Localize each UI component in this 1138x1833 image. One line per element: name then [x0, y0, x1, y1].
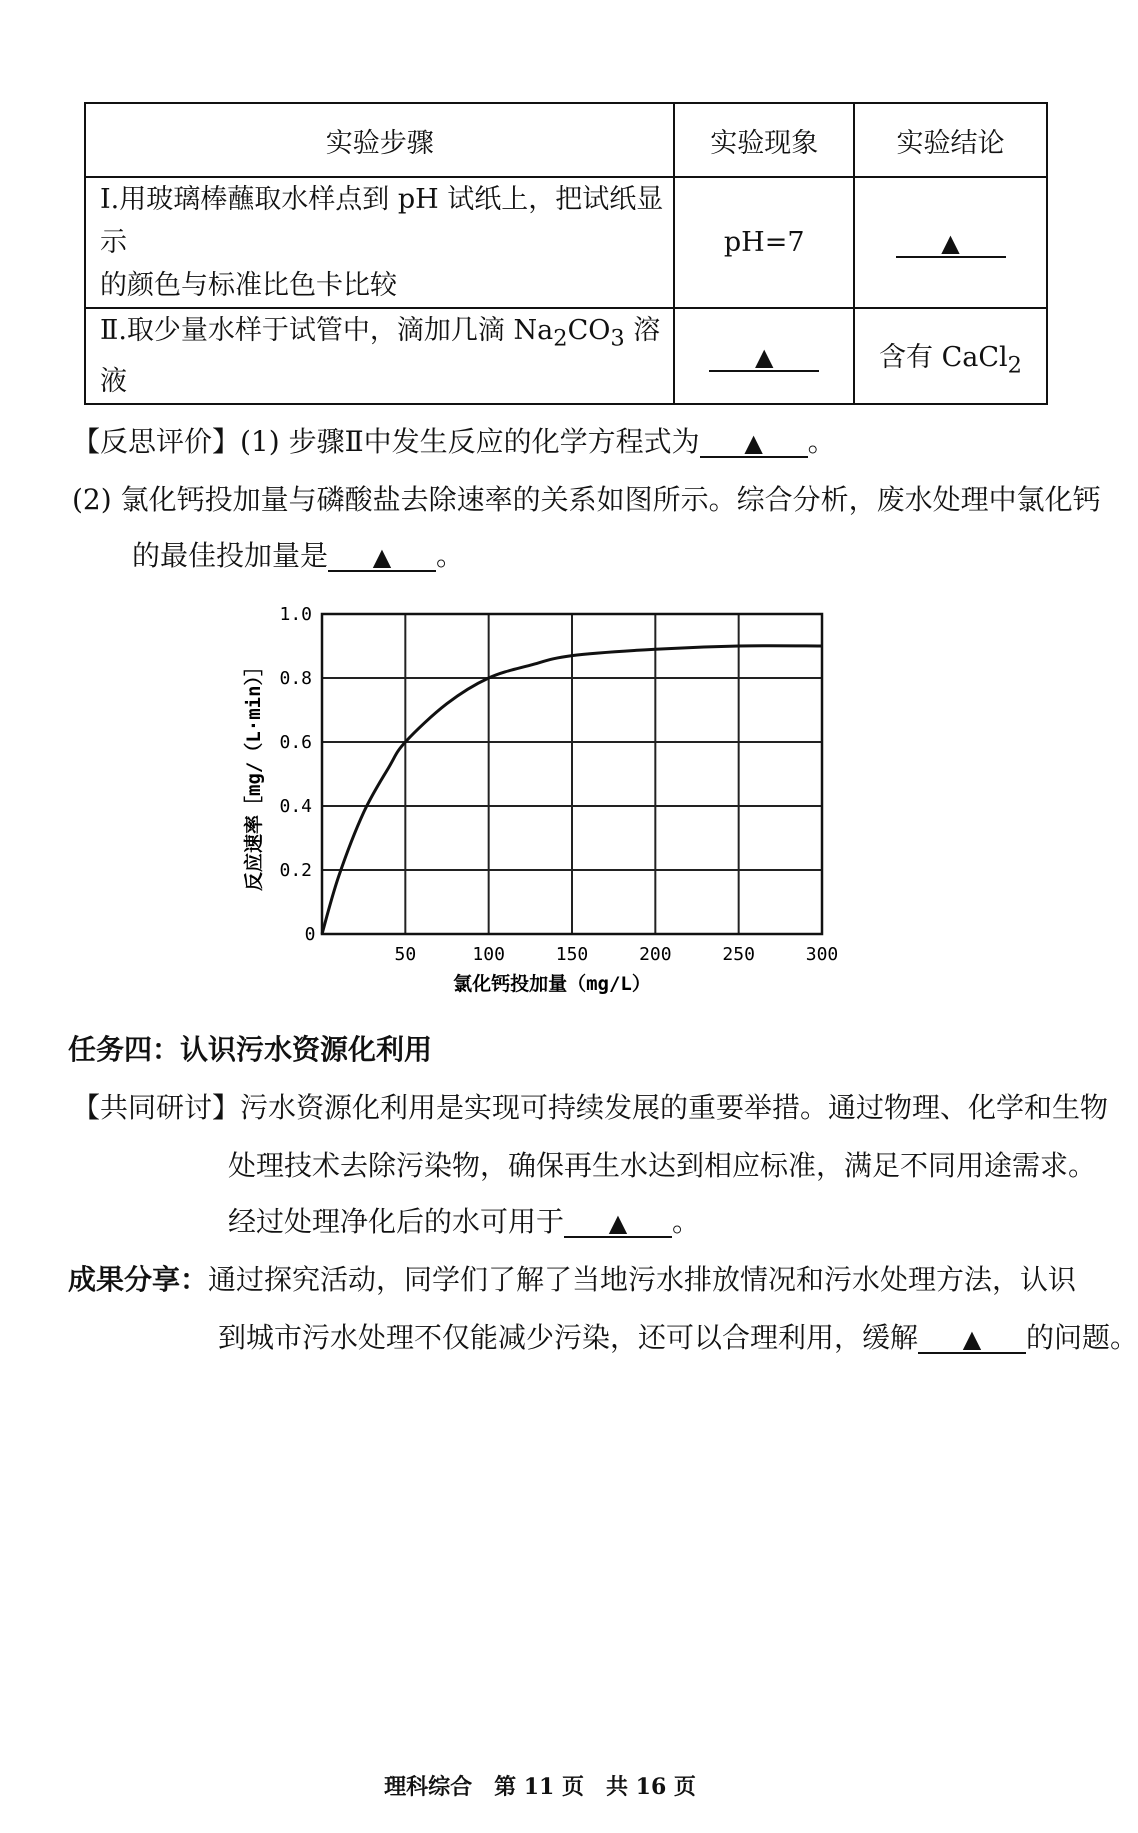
conclusion-2-text: 含有 CaCl: [879, 341, 1008, 373]
table-row: [85, 177, 1047, 308]
x-tick-label: 100: [472, 944, 505, 965]
page-footer: 理科综合 第 11 页 共 16 页: [384, 1774, 696, 1800]
task4-title: 任务四：认识污水资源化利用: [68, 1033, 433, 1066]
step-2-cell: [85, 308, 674, 404]
header-conclusion: 实验结论: [854, 103, 1047, 177]
table-header-row: [85, 103, 1047, 177]
reflection-q2-line1: (2) 氯化钙投加量与磷酸盐去除速率的关系如图所示。综合分析，废水处理中氯化钙: [72, 483, 1101, 516]
task4-discuss-text3: 经过处理净化后的水可用于: [228, 1205, 565, 1238]
x-tick-label: 150: [555, 944, 589, 965]
step-1-cell: [85, 177, 674, 308]
conclusion-2-cell: [854, 308, 1047, 404]
y-tick-label: 0.6: [279, 732, 312, 753]
x-tick-label: 200: [639, 944, 672, 965]
reflection-q2-line2: [132, 534, 464, 574]
y-tick-label: 0.2: [279, 860, 312, 881]
experiment-table: [84, 102, 1048, 405]
step-2-mid: CO: [567, 315, 611, 346]
x-tick-label: 50: [394, 944, 417, 965]
phenomenon-1: pH=7: [674, 177, 854, 308]
share-blank[interactable]: ▲: [918, 1327, 1026, 1354]
share-text2-post: 的问题。: [1026, 1321, 1138, 1354]
reflection-q1-end: 。: [807, 425, 836, 458]
share-label: 成果分享：: [68, 1263, 209, 1296]
share-line2: [218, 1316, 1138, 1356]
y-tick-labels: [279, 604, 312, 881]
chart-grid: [322, 614, 822, 934]
step-1-line2: 的颜色与标准比色卡比较: [100, 270, 397, 301]
conclusion-1-blank[interactable]: ▲: [896, 231, 1006, 258]
phenomenon-2-blank[interactable]: ▲: [709, 345, 819, 372]
phenomenon-2-cell: [674, 308, 854, 404]
share-text1: 通过探究活动，同学们了解了当地污水排放情况和污水处理方法，认识: [208, 1263, 1077, 1296]
reflection-q1: [72, 420, 836, 460]
step-1-line1: Ⅰ.用玻璃棒蘸取水样点到 pH 试纸上，把试纸显示: [100, 184, 664, 258]
task4-discuss-blank[interactable]: ▲: [564, 1211, 672, 1238]
task4-discuss-end: 。: [672, 1205, 701, 1238]
task4-discuss-label: 【共同研讨】: [72, 1091, 241, 1124]
x-tick-label: 250: [722, 944, 755, 965]
task4-discuss-line3: [228, 1200, 700, 1240]
table-row: [85, 308, 1047, 404]
conclusion-2-sub: 2: [1007, 351, 1022, 378]
task4-discuss-line2: 处理技术去除污染物，确保再生水达到相应标准，满足不同用途需求。: [228, 1149, 1097, 1182]
y-tick-label: 1.0: [279, 604, 312, 625]
origin-label: 0: [304, 924, 316, 945]
removal-rate-chart: [230, 600, 870, 1000]
y-axis-label: 反应速率［mg/（L·min）］: [243, 656, 265, 892]
y-tick-label: 0.4: [279, 796, 312, 817]
step-2-sub1: 2: [553, 325, 568, 352]
reflection-q2-blank[interactable]: ▲: [328, 545, 436, 572]
reflection-q2-text: 的最佳投加量是: [132, 539, 329, 572]
x-tick-labels: [394, 944, 838, 965]
reflection-q2-end: 。: [436, 539, 465, 572]
x-tick-label: 300: [805, 944, 839, 965]
x-axis-label: 氯化钙投加量（mg/L）: [453, 973, 651, 995]
header-phenomenon: 实验现象: [674, 103, 854, 177]
reflection-q1-label: 【反思评价】(1) 步骤Ⅱ中发生反应的化学方程式为: [72, 425, 700, 458]
header-steps: 实验步骤: [85, 103, 674, 177]
share-text2-pre: 到城市污水处理不仅能减少污染，还可以合理利用，缓解: [218, 1321, 919, 1354]
reflection-q1-blank[interactable]: ▲: [700, 431, 808, 458]
step-2-suffix: 溶液: [100, 315, 661, 398]
step-2-sub2: 3: [610, 325, 625, 352]
share-line1: [68, 1258, 1076, 1298]
step-2-prefix: Ⅱ.取少量水样于试管中，滴加几滴 Na: [100, 315, 554, 346]
y-tick-label: 0.8: [279, 668, 312, 689]
task4-discuss-text1: 污水资源化利用是实现可持续发展的重要举措。通过物理、化学和生物: [240, 1091, 1109, 1124]
task4-discuss-line1: [72, 1086, 1108, 1126]
conclusion-1-cell: [854, 177, 1047, 308]
